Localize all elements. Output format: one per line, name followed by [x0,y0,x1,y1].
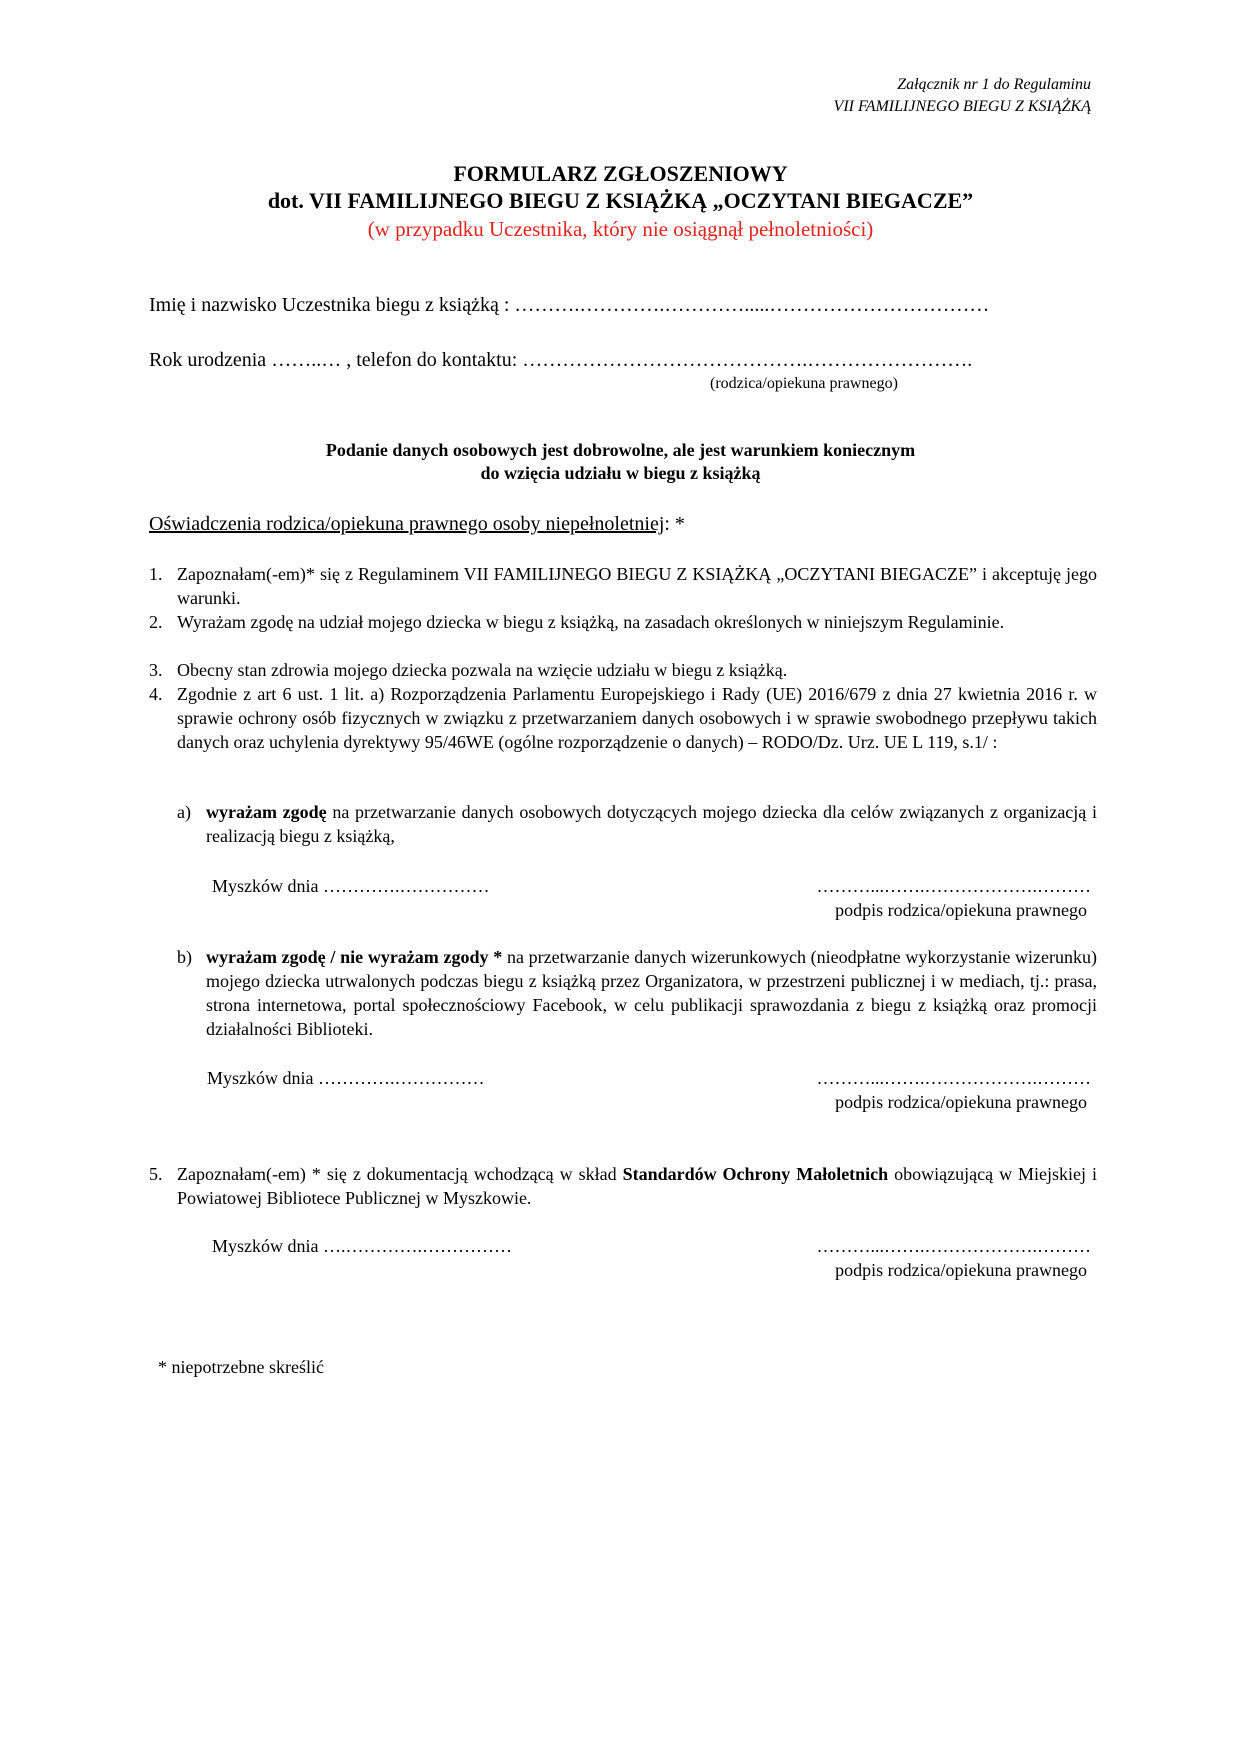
signature-line-5[interactable]: ………...…….……………….……… [816,1236,1091,1256]
signature-place-date-b[interactable]: Myszków dnia ………….…………… [207,1068,485,1088]
signature-caption-5: podpis rodzica/opiekuna prawnego [835,1260,1087,1280]
consent-a-text: na przetwarzanie danych osobowych dotyczących mojego dziecka dla celów związanych z organizacją i realizacją biegu z książką, [206,802,1097,846]
phone-owner-note: (rodzica/opiekuna prawnego) [710,375,898,392]
signature-caption-a: podpis rodzica/opiekuna prawnego [835,900,1087,920]
consent-b-label: b) [177,947,192,967]
consent-b-bold[interactable]: wyrażam zgodę / nie wyrażam zgody * [206,947,503,967]
consent-a-label: a) [177,802,191,822]
item-number: 5. [149,1164,163,1184]
form-title: FORMULARZ ZGŁOSZENIOWY [453,161,788,186]
item5-text-post: obowiązującą w Miejskiej i Powiatowej Bibliotece Publicznej w Myszkowie. [177,1164,1097,1208]
item-number: 3. [149,660,163,680]
item-text: Zapoznałam(-em)* się z Regulaminem VII FAMILIJNEGO BIEGU Z KSIĄŻKĄ „OCZYTANI BIEGACZE” i akceptuję jego warunki. [177,564,1097,608]
form-subtitle: dot. VII FAMILIJNEGO BIEGU Z KSIĄŻKĄ „OCZYTANI BIEGACZE” [267,188,974,213]
signature-place-date-5[interactable]: Myszków dnia ….………….…………… [212,1236,512,1256]
data-notice-line-2: do wzięcia udziału w biegu z książką [480,463,761,483]
declarations-heading-text: Oświadczenia rodzica/opiekuna prawnego osoby niepełnoletniej [149,513,665,535]
birth-year-phone-field[interactable]: Rok urodzenia ……..… , telefon do kontaktu: …………………………………….……………………. [149,349,973,371]
declarations-heading [149,511,685,537]
annex-event-name: VII FAMILIJNEGO BIEGU Z KSIĄŻKĄ [833,98,1091,115]
footnote: * niepotrzebne skreślić [158,1357,324,1377]
participant-name-field[interactable]: Imię i nazwisko Uczestnika biegu z książką : ……….………….………….....…………………………… [149,294,990,316]
consent-a-bold[interactable]: wyrażam zgodę [206,802,327,822]
signature-line-b[interactable]: ………...…….……………….……… [816,1068,1091,1088]
item-text: Wyrażam zgodę na udział mojego dziecka w biegu z książką, na zasadach określonych w niniejszym Regulaminie. [177,612,1005,632]
form-minor-note: (w przypadku Uczestnika, który nie osiągnął pełnoletniości) [367,217,874,241]
signature-place-date-a[interactable]: Myszków dnia ………….…………… [212,876,490,896]
annex-reference: Załącznik nr 1 do Regulaminu [897,76,1091,93]
item-text: Obecny stan zdrowia mojego dziecka pozwala na wzięcie udziału w biegu z książką. [177,660,788,680]
item-text: Zgodnie z art 6 ust. 1 lit. a) Rozporządzenia Parlamentu Europejskiego i Rady (UE) 2016/679 z dnia 27 kwietnia 2016 r. w sprawie ochrony osób fizycznych w związku z przetwarzaniem danych osobowych i w sprawie swobodnego przepływu takich danych oraz uchylenia dyrektywy 95/46WE (ogólne rozporządzenie o danych) – RODO/Dz. Urz. UE L 119, s.1/ : [177,684,1097,752]
item-number: 1. [149,564,163,584]
consent-b-text: na przetwarzanie danych wizerunkowych (nieodpłatne wykorzystanie wizerunku) mojego dziecka utrwalonych podczas biegu z książką przez Organizatora, w przestrzeni publicznej i w mediach, tj.: prasa, strona internetowa, portal społecznościowy Facebook, w celu publikacji sprawozdania z biegu z książką oraz promocji działalności Biblioteki. [206,947,1097,1039]
item5-bold: Standardów Ochrony Małoletnich [622,1164,889,1184]
signature-line-a[interactable]: ………...…….……………….……… [816,876,1091,896]
signature-caption-b: podpis rodzica/opiekuna prawnego [835,1092,1087,1112]
data-notice-line-1: Podanie danych osobowych jest dobrowolne, ale jest warunkiem koniecznym [325,440,916,460]
item-number: 2. [149,612,163,632]
item5-text-pre: Zapoznałam(-em) * się z dokumentacją wchodzącą w skład [177,1164,623,1184]
item-number: 4. [149,684,163,704]
declarations-heading-suffix: : * [664,513,685,535]
